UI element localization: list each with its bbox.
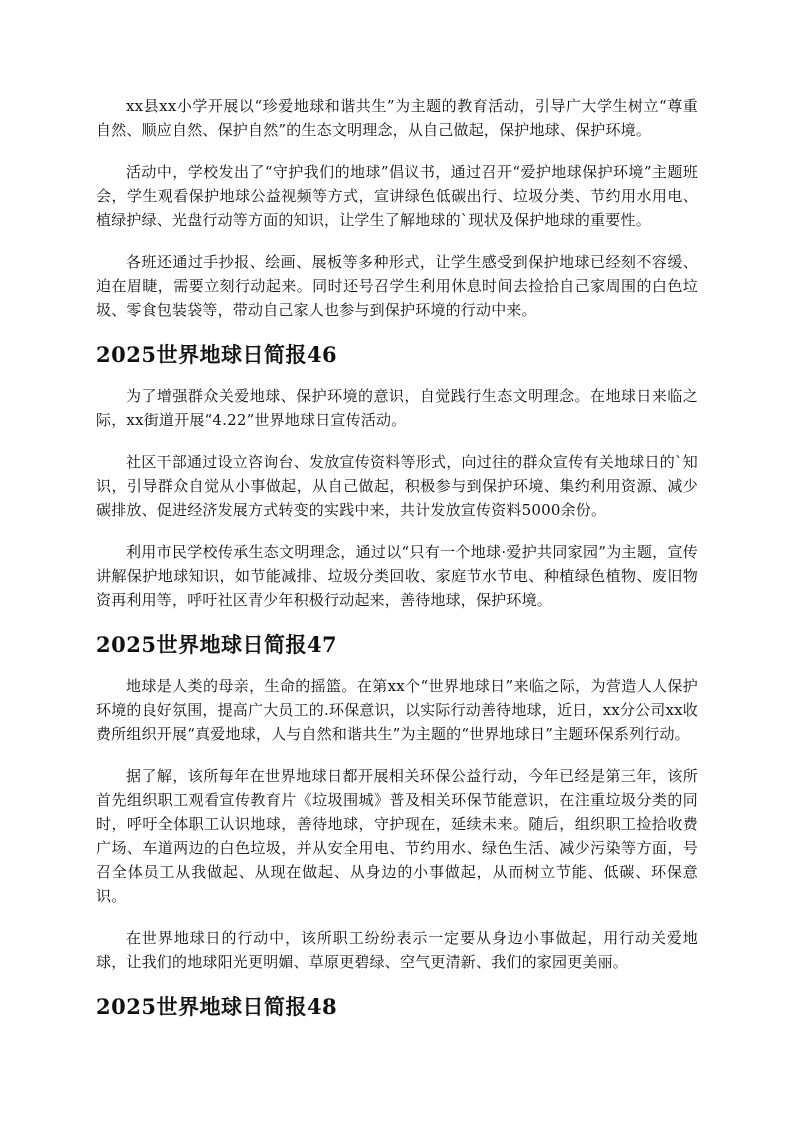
paragraph: 据了解，该所每年在世界地球日都开展相关环保公益行动，今年已经是第三年，该所首先组织职工观看宣传教育片《垃圾围城》普及相关环保节能意识，在注重垃圾分类的同时，呼吁全体职工认识地球，善待地球，守护现在，延续未来。随后，组织职工捡拾收费广场、车道两边的白色垃圾，并从安全用电、节约用水、绿色生活、减少污染等方面，号召全体员工从我做起、从现在做起、从身边的小事做起，从而树立节能、低碳、环保意识。 [96,767,698,905]
paragraph: 为了增强群众关爱地球、保护环境的意识，自觉践行生态文明理念。在地球日来临之际，xx街道开展“4.22”世界地球日宣传活动。 [96,387,698,429]
document-body [96,94,698,1036]
paragraph: xx县xx小学开展以“珍爱地球和谐共生”为主题的教育活动，引导广大学生树立“尊重自然、顺应自然、保护自然”的生态文明理念，从自己做起，保护地球、保护环境。 [96,97,698,139]
paragraph: 社区干部通过设立咨询台、发放宣传资料等形式，向过往的群众宣传有关地球日的`知识，引导群众自觉从小事做起，从自己做起，积极参与到保护环境、集约利用资源、减少碳排放、促进经济发展方式转变的实践中来，共计发放宣传资料5000余份。 [96,453,698,519]
paragraph: 地球是人类的母亲，生命的摇篮。在第xx个“世界地球日”来临之际，为营造人人保护环境的良好氛围，提高广大员工的.环保意识，以实际行动善待地球，近日，xx分公司xx收费所组织开展“真爱地球，人与自然和谐共生”为主题的“世界地球日”主题环保系列行动。 [96,677,699,743]
section-heading-47: 2025世界地球日简报47 [96,632,338,657]
paragraph: 利用市民学校传承生态文明理念，通过以“只有一个地球·爱护共同家园”为主题，宣传讲解保护地球知识，如节能减排、垃圾分类回收、家庭节水节电、种植绿色植物、废旧物资再利用等，呼吁社区青少年积极行动起来，善待地球，保护环境。 [96,543,698,609]
paragraph: 活动中，学校发出了“守护我们的地球”倡议书，通过召开“爱护地球保护环境”主题班会，学生观看保护地球公益视频等方式，宣讲绿色低碳出行、垃圾分类、节约用水用电、植绿护绿、光盘行动等方面的知识，让学生了解地球的`现状及保护地球的重要性。 [96,163,698,229]
section-heading-46: 2025世界地球日简报46 [96,342,338,367]
paragraph: 在世界地球日的行动中，该所职工纷纷表示一定要从身边小事做起，用行动关爱地球，让我们的地球阳光更明媚、草原更碧绿、空气更清新、我们的家园更美丽。 [96,929,698,971]
paragraph: 各班还通过手抄报、绘画、展板等多种形式，让学生感受到保护地球已经刻不容缓、迫在眉睫，需要立刻行动起来。同时还号召学生利用休息时间去捡拾自己家周围的白色垃圾、零食包装袋等，带动自己家人也参与到保护环境的行动中来。 [96,253,698,319]
section-heading-48: 2025世界地球日简报48 [96,994,338,1019]
